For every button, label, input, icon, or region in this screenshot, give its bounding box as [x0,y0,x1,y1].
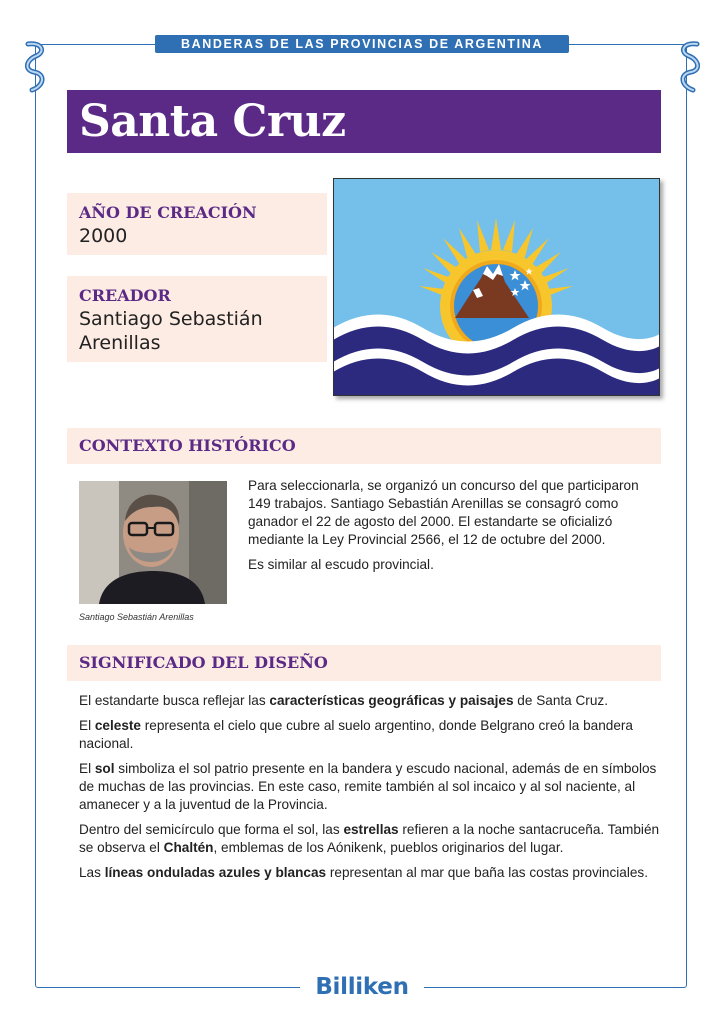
emphasis-text: estrellas [343,822,399,837]
text-run: El estandarte busca reflejar las [79,693,270,708]
creation-year-label: AÑO DE CREACIÓN [79,203,257,222]
series-header-banner: BANDERAS DE LAS PROVINCIAS DE ARGENTINA [155,35,569,53]
creation-year-value: 2000 [79,225,128,247]
emphasis-text: líneas onduladas azules y blancas [104,865,327,880]
context-text [248,477,648,581]
text-run: de Santa Cruz. [513,693,608,708]
emphasis-text: Chaltén [163,840,214,855]
text-run: representan al mar que baña las costas provinciales. [326,865,648,880]
billiken-logo [300,972,424,1002]
text-run: Las [79,865,105,880]
billiken-logo-text: Billiken [315,974,409,1000]
context-section-heading: CONTEXTO HISTÓRICO [67,428,661,464]
creator-label: CREADOR [79,286,171,305]
santa-cruz-flag [333,178,660,396]
text-run: representa el cielo que cubre al suelo argentino, donde Belgrano creó la bandera nacional. [79,718,633,751]
ribbon-left-decoration [20,40,52,96]
emphasis-text: características geográficas y paisajes [269,693,514,708]
creator-box [67,276,327,362]
design-paragraph-1 [79,692,669,710]
design-section-heading: SIGNIFICADO DEL DISEÑO [67,645,661,681]
design-paragraph-3 [79,760,669,814]
text-run: El [79,761,95,776]
creation-year-box [67,193,327,255]
design-paragraph-5 [79,864,669,882]
creator-photo [79,481,227,604]
text-run: , emblemas de los Aónikenk, pueblos originarios del lugar. [213,840,564,855]
ribbon-right-decoration [673,40,705,96]
flag-image [333,178,660,396]
creator-name-line2: Arenillas [79,332,161,354]
photo-caption: Santiago Sebastián Arenillas [79,612,194,622]
context-paragraph-1: Para seleccionarla, se organizó un concurso del que participaron 149 trabajos. Santiago Sebastián Arenillas se consagró como ganador el 22 de agosto del 2000. El estandarte se oficializó mediante la Ley Provincial 2566, el 12 de octubre del 2000. [248,478,639,547]
page-title: Santa Cruz [67,90,661,153]
context-paragraph-2: Es similar al escudo provincial. [248,557,434,572]
design-text [79,692,669,889]
creator-name-line1: Santiago Sebastián [79,308,263,330]
text-run: El [79,718,95,733]
emphasis-text: sol [94,761,115,776]
design-paragraph-4 [79,821,669,857]
text-run: Dentro del semicírculo que forma el sol, las [79,822,344,837]
text-run: refieren a la noche santacruceña. También se observa el [79,822,660,855]
text-run: simboliza el sol patrio presente en la bandera y escudo nacional, además de en símbolos de muchas de las provincias. En este caso, remite también al sol incaico y al sol naciente, al amanecer y a la juventud de la Provincia. [79,761,657,812]
emphasis-text: celeste [94,718,141,733]
design-paragraph-2 [79,717,669,753]
